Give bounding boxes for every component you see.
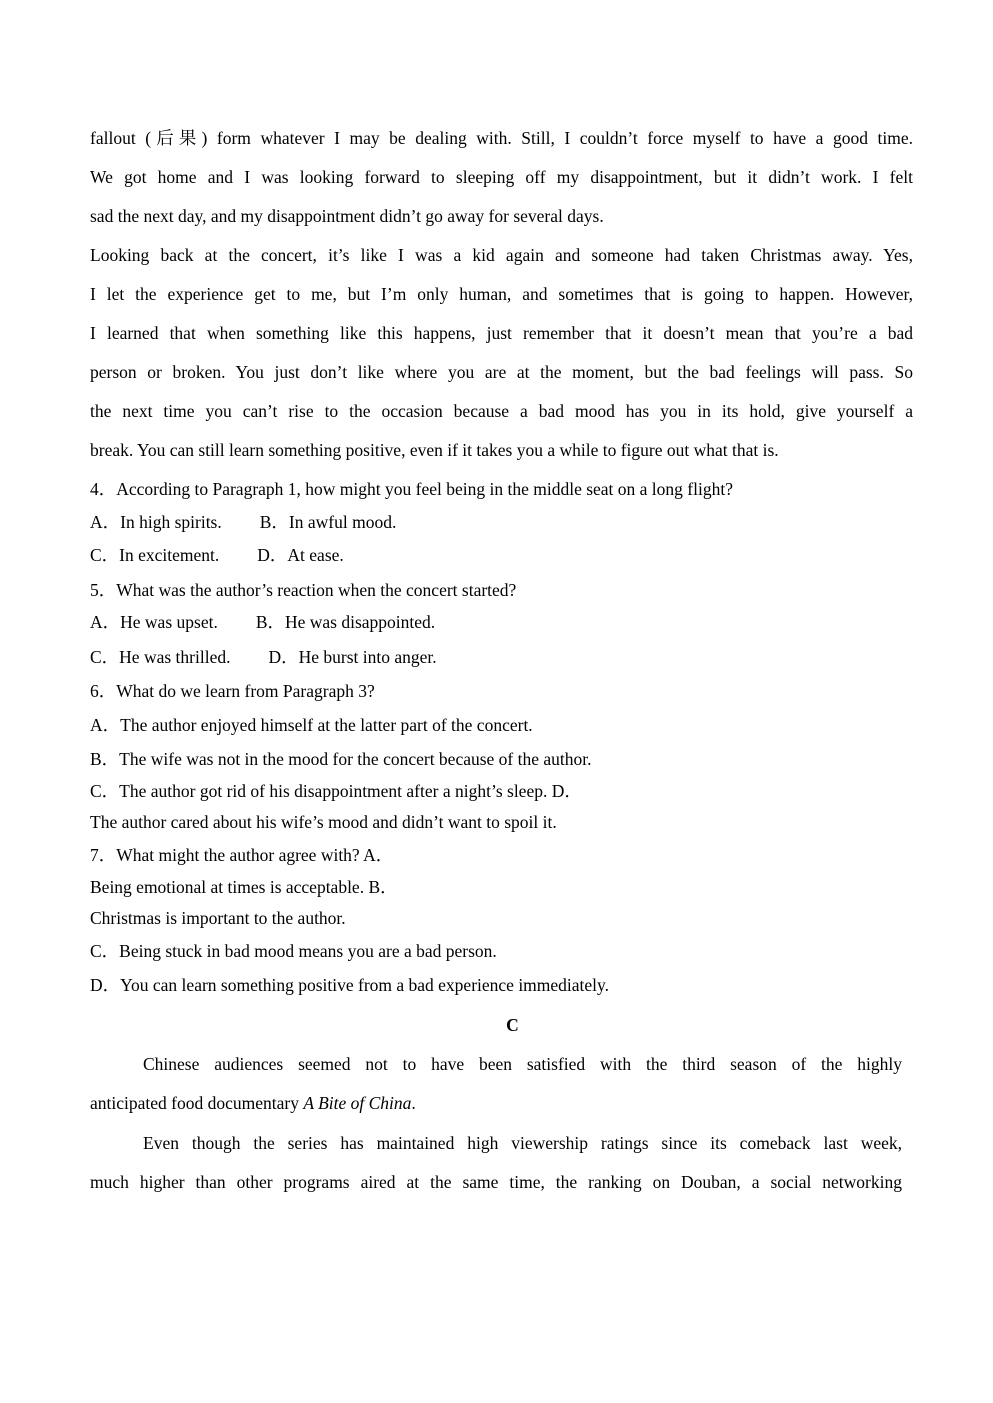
passage-line: break. You can still learn something positive, even if it takes you a while to figure out what that is. <box>90 440 779 460</box>
option-b: B．The wife was not in the mood for the concert because of the author. <box>90 749 592 769</box>
option-a: A．In high spirits. <box>90 512 222 532</box>
option-c: C．He was thrilled. <box>90 647 231 667</box>
question-stem: 5．What was the author’s reaction when the concert started? <box>90 580 517 600</box>
option-c: C．Being stuck in bad mood means you are a bad person. <box>90 941 497 961</box>
option-d: D．At ease. <box>257 545 344 565</box>
options-row <box>90 611 435 633</box>
option-c: C．The author got rid of his disappointment after a night’s sleep. D． <box>90 781 582 801</box>
option-d: D．You can learn something positive from a bad experience immediately. <box>90 975 610 995</box>
question-stem: 7．What might the author agree with? A． <box>90 845 394 865</box>
options-row <box>90 511 396 533</box>
paragraph-line: Even though the series has maintained high viewership ratings since its comeback last week, <box>143 1133 902 1153</box>
passage-line: Looking back at the concert, it’s like I was a kid again and someone had taken Christmas away. Yes, <box>90 245 913 265</box>
question-stem: 6．What do we learn from Paragraph 3? <box>90 681 375 701</box>
paragraph-line: much higher than other programs aired at the same time, the ranking on Douban, a social networking <box>90 1172 902 1192</box>
option-c: C．In excitement. <box>90 545 220 565</box>
documentary-title: A Bite of China <box>303 1093 412 1113</box>
paragraph-line <box>90 1092 416 1114</box>
passage-line: the next time you can’t rise to the occasion because a bad mood has you in its hold, give yourself a <box>90 401 913 421</box>
passage-line: sad the next day, and my disappointment didn’t go away for several days. <box>90 206 604 226</box>
section-heading: C <box>506 1015 519 1035</box>
option-b: B．He was disappointed. <box>255 612 436 632</box>
passage-line: fallout (后果) form whatever I may be dealing with. Still, I couldn’t force myself to have a good time. <box>90 128 913 148</box>
options-row <box>90 544 344 566</box>
question-stem: 4．According to Paragraph 1, how might you feel being in the middle seat on a long flight? <box>90 479 733 499</box>
option-b: B．In awful mood. <box>259 512 397 532</box>
text-run: anticipated food documentary <box>90 1093 304 1113</box>
passage-line: I learned that when something like this happens, just remember that it doesn’t mean that you’re a bad <box>90 323 913 343</box>
option-d: The author cared about his wife’s mood and didn’t want to spoil it. <box>90 812 557 832</box>
option-a: A．He was upset. <box>90 612 218 632</box>
option-a: A．The author enjoyed himself at the latter part of the concert. <box>90 715 533 735</box>
option-d: D．He burst into anger. <box>268 647 437 667</box>
passage-line: We got home and I was looking forward to sleeping off my disappointment, but it didn’t work. I felt <box>90 167 913 187</box>
text-run: . <box>411 1093 416 1113</box>
option-b: Christmas is important to the author. <box>90 908 346 928</box>
option-a: Being emotional at times is acceptable. B． <box>90 877 398 897</box>
passage-line: person or broken. You just don’t like where you are at the moment, but the bad feelings will pass. So <box>90 362 913 382</box>
paragraph-line: Chinese audiences seemed not to have been satisfied with the third season of the highly <box>143 1054 902 1074</box>
passage-line: I let the experience get to me, but I’m only human, and sometimes that is going to happen. However, <box>90 284 913 304</box>
options-row <box>90 646 437 668</box>
